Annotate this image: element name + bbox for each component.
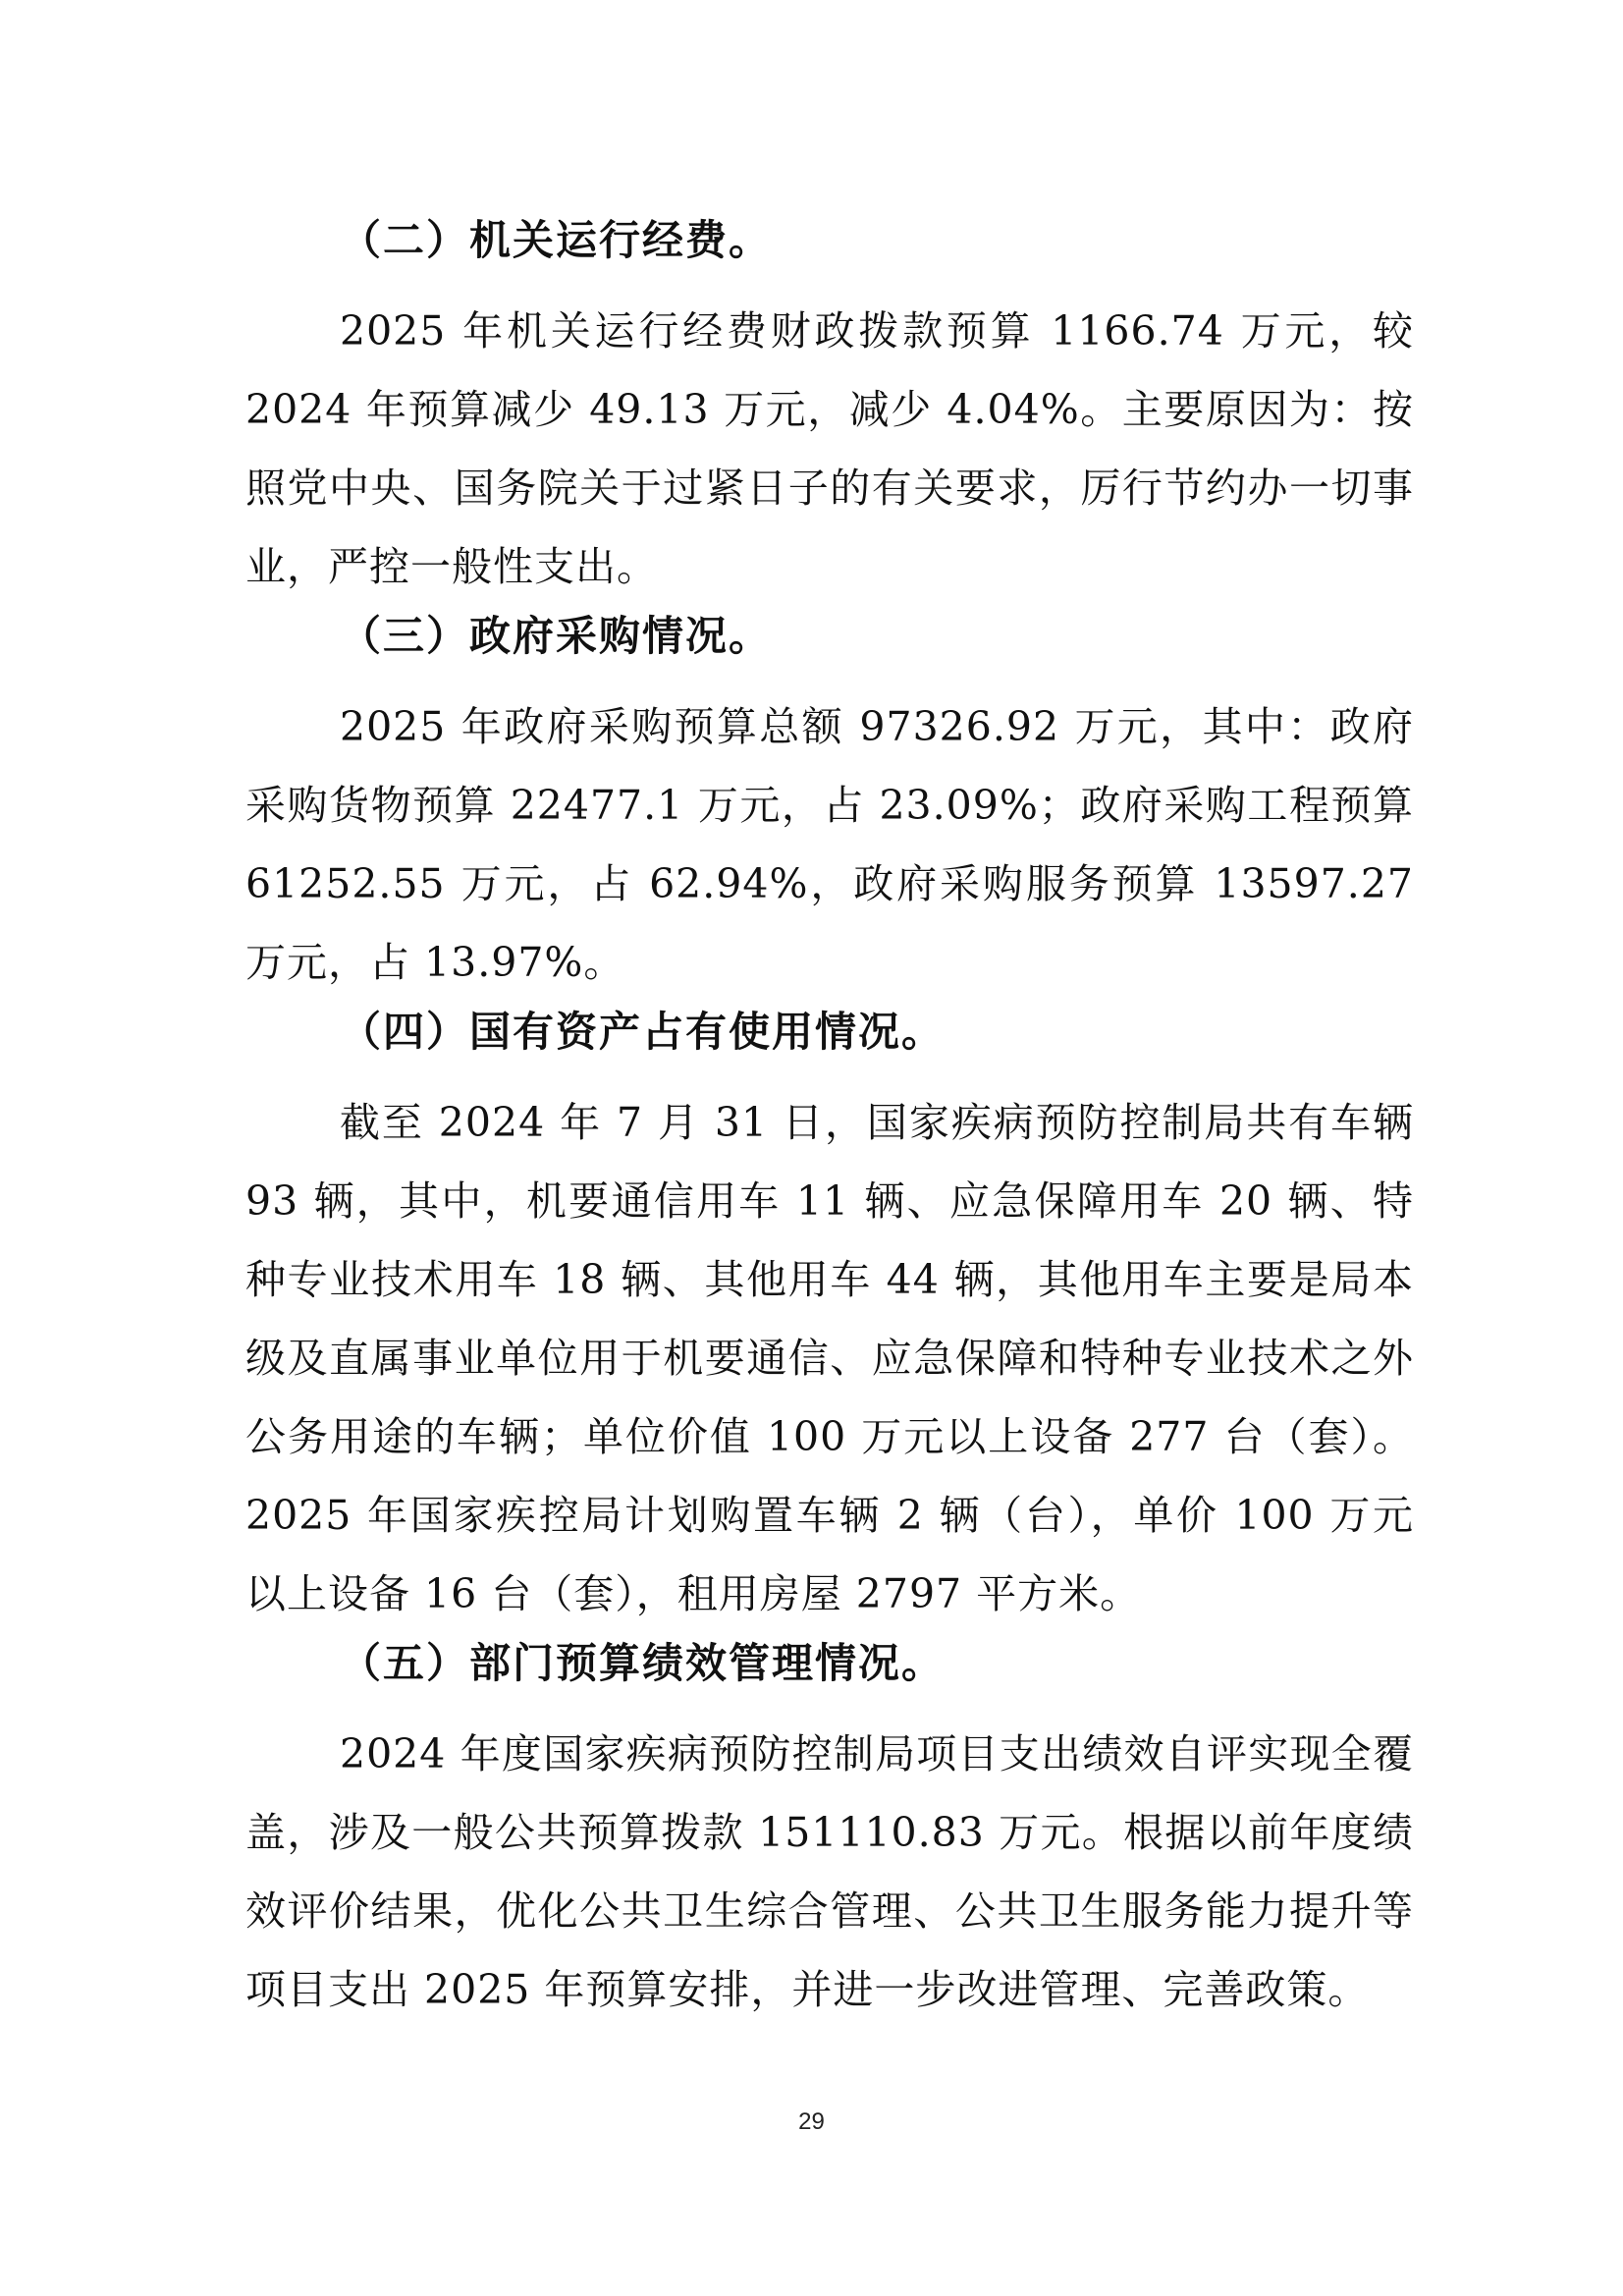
section-paragraph-5: 2024 年度国家疾病预防控制局项目支出绩效自评实现全覆盖，涉及一般公共预算拨款 151110.83 万元。根据以前年度绩效评价结果，优化公共卫生综合管理、公共卫生服务能力提升等项目支出 2025 年预算安排，并进一步改进管理、完善政策。 [245,1730,1414,2013]
section-heading-3: （三）政府采购情况。 [340,612,773,660]
section-heading-2: （二）机关运行经费。 [340,216,773,264]
page-number: 29 [798,2108,825,2135]
section-heading-5: （五）部门预算绩效管理情况。 [340,1639,946,1687]
section-paragraph-3: 2025 年政府采购预算总额 97326.92 万元，其中：政府采购货物预算 22477.1 万元，占 23.09%；政府采购工程预算 61252.55 万元，占 62.94%，政府采购服务预算 13597.27 万元，占 13.97%。 [245,703,1414,986]
document-body [245,214,1414,2033]
section-heading-4: （四）国有资产占有使用情况。 [340,1008,946,1056]
section-paragraph-2: 2025 年机关运行经费财政拨款预算 1166.74 万元，较 2024 年预算减少 49.13 万元，减少 4.04%。主要原因为：按照党中央、国务院关于过紧日子的有关要求，厉行节约办一切事业，严控一般性支出。 [245,307,1414,590]
section-paragraph-4: 截至 2024 年 7 月 31 日，国家疾病预防控制局共有车辆 93 辆，其中，机要通信用车 11 辆、应急保障用车 20 辆、特种专业技术用车 18 辆、其他用车 44 辆，其他用车主要是局本级及直属事业单位用于机要通信、应急保障和特种专业技术之外公务用途的车辆；单位价值 100 万元以上设备 277 台（套）。2025 年国家疾控局计划购置车辆 2 辆（台），单价 100 万元以上设备 16 台（套），租用房屋 2797 平方米。 [245,1099,1414,1617]
